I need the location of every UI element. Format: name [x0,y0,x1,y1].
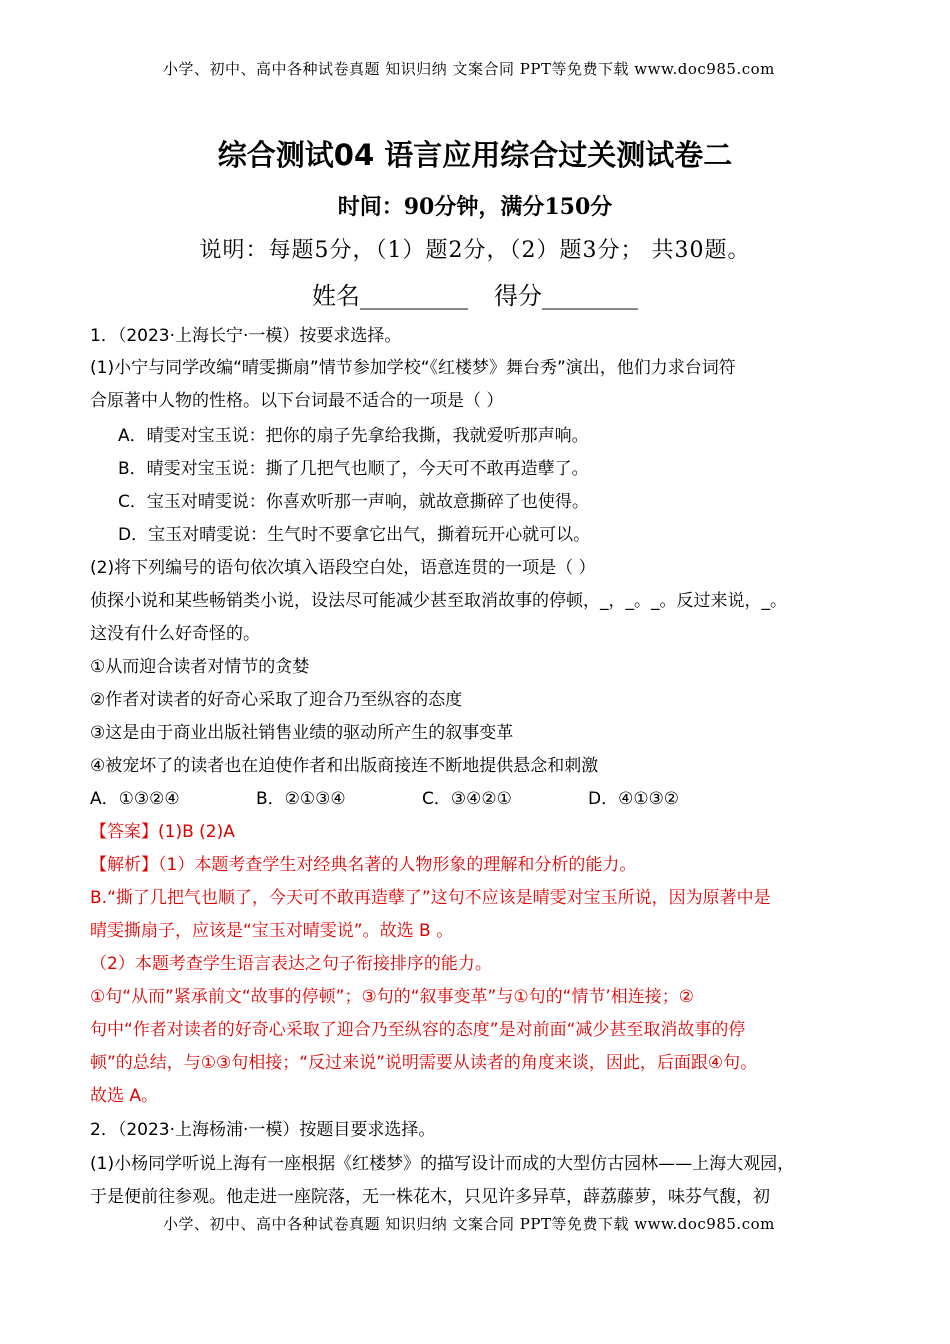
q1-part2-line: (2)将下列编号的语句依次填入语段空白处，语意连贯的一项是（ ） [90,558,596,578]
q1-part2-option-d: D．④①③② [588,789,680,809]
q1-part1-line: (1)小宁与同学改编“晴雯撕扇”情节参加学校“《红楼梦》舞台秀”演出，他们力求台词符 [90,358,736,378]
name-field-label: 姓名_________ [312,282,468,310]
question-1-heading: 1．（2023·上海长宁·一模）按要求选择。 [90,326,402,346]
footer-banner: 小学、初中、高中各种试卷真题 知识归纳 文案合同 PPT等免费下载 www.doc985.com [163,1215,775,1233]
q1-analysis-line: （2）本题考查学生语言表达之句子衔接排序的能力。 [90,954,492,974]
q2-line: 于是便前往参观。他走进一座院落，无一株花木，只见许多异草，薜荔藤萝，味芬气馥，初 [90,1187,770,1207]
numbered-sentence-1: ①从而迎合读者对情节的贪婪 [90,657,310,677]
q1-analysis-line: 晴雯撕扇子，应该是“宝玉对晴雯说”。故选 B 。 [90,921,454,941]
exam-time-score: 时间：90分钟，满分150分 [337,194,613,220]
numbered-sentence-3: ③这是由于商业出版社销售业绩的驱动所产生的叙事变革 [90,723,514,743]
q1-part1-option-b: B．晴雯对宝玉说：撕了几把气也顺了，今天可不敢再造孽了。 [118,459,589,479]
q1-part2-option-a: A．①③②④ [90,789,180,809]
q1-part1-option-d: D．宝玉对晴雯说：生气时不要拿它出气，撕着玩开心就可以。 [118,525,591,545]
q1-analysis-line: 顿”的总结，与①③句相接；“反过来说”说明需要从读者的角度来谈，因此，后面跟④句。 [90,1053,758,1073]
q1-part2-option-b: B．②①③④ [256,789,346,809]
q1-analysis-line: 【解析】（1）本题考查学生对经典名著的人物形象的理解和分析的能力。 [90,855,637,875]
q2-line: (1)小杨同学听说上海有一座根据《红楼梦》的描写设计而成的大型仿古园林——上海大观园， [90,1154,795,1174]
q1-part2-line: 这没有什么好奇怪的。 [90,624,260,644]
q1-part2-line: 侦探小说和某些畅销类小说，设法尽可能减少甚至取消故事的停顿，_，_。_。反过来说，_。 [90,591,787,611]
numbered-sentence-2: ②作者对读者的好奇心采取了迎合乃至纵容的态度 [90,690,463,710]
page-title: 综合测试04 语言应用综合过关测试卷二 [217,138,733,172]
score-field-label: 得分________ [494,282,638,310]
q1-part2-options [90,784,679,809]
q1-answer: 【答案】(1)B (2)A [90,822,235,842]
q1-analysis-line: ①句“从而”紧承前文“故事的停顿”；③句的“叙事变革”与①句的“情节’相连接；② [90,987,695,1007]
q1-analysis-line: 故选 A。 [90,1086,159,1106]
header-banner: 小学、初中、高中各种试卷真题 知识归纳 文案合同 PPT等免费下载 www.doc985.com [163,60,775,78]
q1-part1-option-a: A．晴雯对宝玉说：把你的扇子先拿给我撕，我就爱听那声响。 [118,426,589,446]
q1-part2-option-c: C．③④②① [422,789,512,809]
numbered-sentence-4: ④被宠坏了的读者也在迫使作者和出版商接连不断地提供悬念和刺激 [90,756,599,776]
q1-analysis-line: 句中“作者对读者的好奇心采取了迎合乃至纵容的态度”是对前面“减少甚至取消故事的停 [90,1020,746,1040]
question-2-heading: 2．（2023·上海杨浦·一模）按题目要求选择。 [90,1120,436,1140]
q1-analysis-line: B.“撕了几把气也顺了，今天可不敢再造孽了”这句不应该是晴雯对宝玉所说，因为原著中是 [90,888,771,908]
q1-part1-option-c: C．宝玉对晴雯说：你喜欢听那一声响，就故意撕碎了也使得。 [118,492,589,512]
q1-part1-line: 合原著中人物的性格。以下台词最不适合的一项是（ ） [90,391,504,411]
name-score-row [0,276,950,311]
exam-instructions: 说明：每题5分，（1）题2分，（2）题3分； 共30题。 [199,238,751,263]
